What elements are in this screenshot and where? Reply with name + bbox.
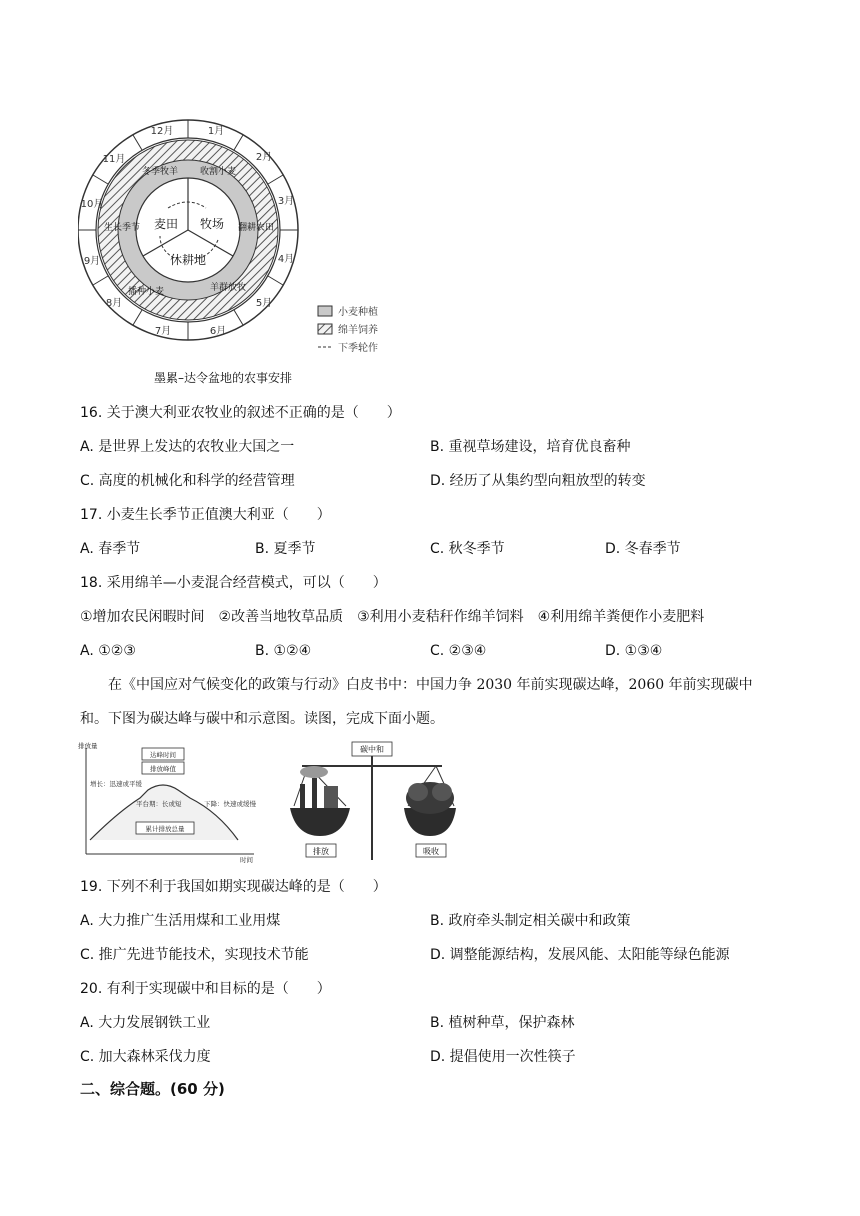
material-intro: 在《中国应对气候变化的政策与行动》白皮书中：中国力争 2030 年前实现碳达峰，2060 年前实现碳中和。下图为碳达峰与碳中和示意图。读图，完成下面小题。 bbox=[80, 677, 753, 727]
activity-label: 收割小麦 bbox=[199, 167, 237, 177]
activity-label: 冬季牧羊 bbox=[141, 167, 179, 177]
question-17-stem: 17. 小麦生长季节正值澳大利亚（ ） bbox=[80, 507, 331, 523]
q17-option-c: C. 秋冬季节 bbox=[430, 541, 505, 557]
q18-option-a: A. ①②③ bbox=[80, 643, 136, 659]
legend bbox=[318, 305, 378, 354]
question-16-stem: 16. 关于澳大利亚农牧业的叙述不正确的是（ ） bbox=[80, 405, 401, 421]
month-label: 9月 bbox=[83, 256, 101, 267]
q20-option-a: A. 大力发展钢铁工业 bbox=[80, 1015, 211, 1031]
q18-option-c: C. ②③④ bbox=[430, 643, 487, 659]
month-label: 1月 bbox=[207, 126, 225, 137]
absorption-label: 吸收 bbox=[423, 847, 439, 856]
q19-option-d: D. 调整能源结构，发展风能、太阳能等绿色能源 bbox=[430, 947, 730, 963]
q20-option-d: D. 提倡使用一次性筷子 bbox=[430, 1049, 576, 1065]
activity-label: 翻耕农田 bbox=[237, 223, 275, 233]
question-18-items: ①增加农民闲暇时间 ②改善当地牧草品质 ③利用小麦秸秆作绵羊饲料 ④利用绵羊粪便作小麦肥料 bbox=[80, 609, 705, 625]
q19-option-a: A. 大力推广生活用煤和工业用煤 bbox=[80, 913, 281, 929]
activity-label: 播种小麦 bbox=[127, 287, 165, 297]
q17-option-d: D. 冬春季节 bbox=[605, 541, 681, 557]
activity-label: 羊群放牧 bbox=[209, 283, 247, 293]
q17-option-a: A. 春季节 bbox=[80, 541, 141, 557]
q18-option-b: B. ①②④ bbox=[255, 643, 312, 659]
farm-calendar-diagram bbox=[78, 112, 398, 392]
q19-option-c: C. 推广先进节能技术，实现技术节能 bbox=[80, 947, 309, 963]
month-label: 6月 bbox=[209, 326, 227, 337]
figure-caption: 墨累–达令盆地的农事安排 bbox=[153, 371, 293, 385]
month-label: 10月 bbox=[80, 199, 104, 210]
month-label: 4月 bbox=[277, 254, 295, 265]
month-label: 3月 bbox=[277, 196, 295, 207]
xlabel: 时间 bbox=[240, 856, 253, 864]
inner-label: 牧场 bbox=[199, 217, 225, 231]
q16-option-c: C. 高度的机械化和科学的经营管理 bbox=[80, 473, 295, 489]
q18-option-d: D. ①③④ bbox=[605, 643, 663, 659]
q16-option-b: B. 重视草场建设，培育优良畜种 bbox=[430, 439, 631, 455]
inner-label: 麦田 bbox=[153, 217, 179, 231]
carbon-peak-diagram bbox=[78, 742, 258, 864]
rise-label: 增长：迅速或平缓 bbox=[90, 780, 142, 788]
q17-option-b: B. 夏季节 bbox=[255, 541, 316, 557]
legend-rotation: 下季轮作 bbox=[338, 343, 378, 354]
q20-option-b: B. 植树种草，保护森林 bbox=[430, 1015, 575, 1031]
section-heading: 二、综合题。(60 分) bbox=[80, 1080, 225, 1098]
carbon-neutral-diagram bbox=[284, 740, 460, 866]
plateau-label: 平台期：长或短 bbox=[136, 800, 182, 808]
ylabel: 排放量 bbox=[78, 742, 98, 750]
farm-calendar-figure bbox=[78, 112, 398, 392]
month-label: 12月 bbox=[150, 126, 174, 137]
month-label: 2月 bbox=[255, 152, 273, 163]
month-label: 11月 bbox=[102, 154, 126, 165]
month-label: 5月 bbox=[255, 298, 273, 309]
total-emission-label: 累计排放总量 bbox=[145, 825, 185, 833]
q20-option-c: C. 加大森林采伐力度 bbox=[80, 1049, 211, 1065]
q16-option-a: A. 是世界上发达的农牧业大国之一 bbox=[80, 439, 295, 455]
month-label: 7月 bbox=[154, 326, 172, 337]
q19-option-b: B. 政府牵头制定相关碳中和政策 bbox=[430, 913, 631, 929]
q16-option-d: D. 经历了从集约型向粗放型的转变 bbox=[430, 473, 646, 489]
question-20-stem: 20. 有利于实现碳中和目标的是（ ） bbox=[80, 981, 331, 997]
carbon-neutral-figure bbox=[284, 740, 460, 866]
legend-wheat: 小麦种植 bbox=[338, 307, 378, 318]
question-19-stem: 19. 下列不利于我国如期实现碳达峰的是（ ） bbox=[80, 879, 387, 895]
peak-value-label: 排放峰值 bbox=[150, 765, 176, 773]
question-18-stem: 18. 采用绵羊—小麦混合经营模式，可以（ ） bbox=[80, 575, 387, 591]
activity-label: 生长季节 bbox=[103, 223, 141, 233]
balance-title: 碳中和 bbox=[360, 745, 384, 754]
inner-label: 休耕地 bbox=[169, 253, 207, 267]
fall-label: 下降：快速或缓慢 bbox=[204, 800, 256, 808]
month-label: 8月 bbox=[105, 298, 123, 309]
legend-sheep: 绵羊饲养 bbox=[338, 325, 378, 336]
peak-time-label: 达峰时间 bbox=[150, 751, 176, 759]
emission-label: 排放 bbox=[313, 847, 329, 856]
carbon-peak-figure bbox=[78, 742, 258, 864]
